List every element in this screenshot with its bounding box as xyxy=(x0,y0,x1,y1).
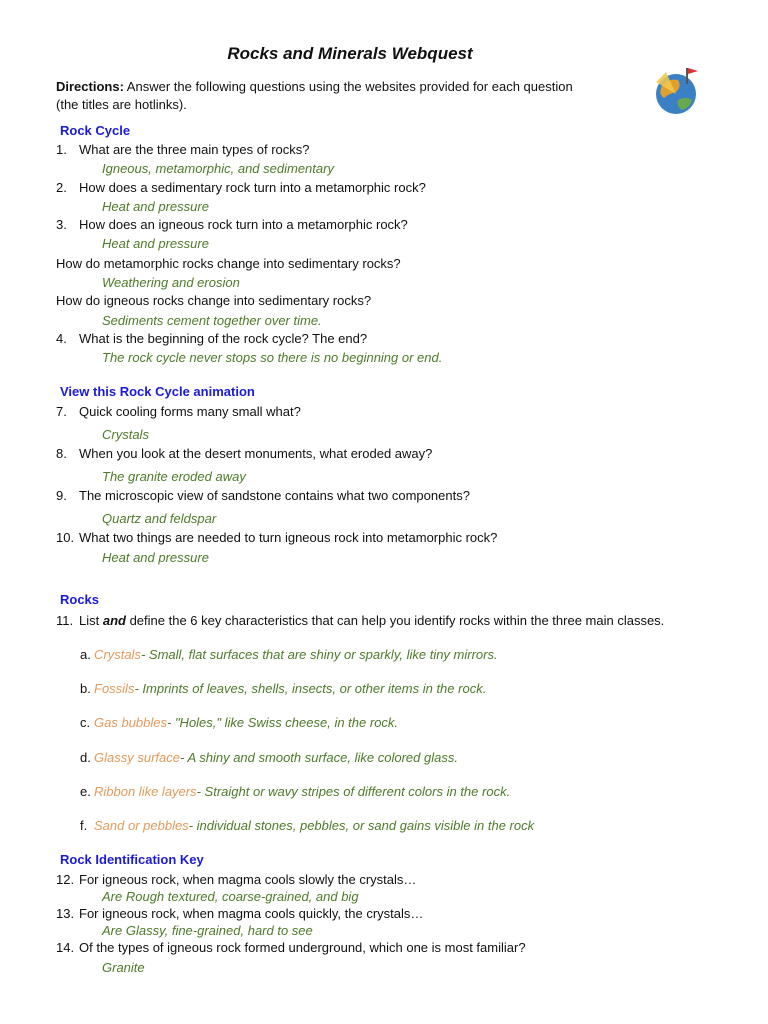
question-11: 11. List and define the 6 key characteristics that can help you identify rocks within the three main classes. xyxy=(56,613,665,628)
directions-text: Answer the following questions using the websites provided for each question xyxy=(123,79,573,94)
question-3b: How do igneous rocks change into sedimentary rocks? xyxy=(56,293,372,308)
list-item: d. Glassy surface- A shiny and smooth surface, like colored glass. xyxy=(80,750,458,765)
answer-13: Are Glassy, fine-grained, hard to see xyxy=(102,923,313,938)
answer-10: Heat and pressure xyxy=(102,550,209,565)
list-item: f. Sand or pebbles- individual stones, pebbles, or sand gains visible in the rock xyxy=(80,818,535,833)
question-3: 3. How does an igneous rock turn into a metamorphic rock? xyxy=(56,217,408,232)
answer-14: Granite xyxy=(102,960,145,975)
list-item: e. Ribbon like layers- Straight or wavy stripes of different colors in the rock. xyxy=(80,784,511,799)
answer-3a: Weathering and erosion xyxy=(102,275,240,290)
directions-text-2: (the titles are hotlinks). xyxy=(56,97,187,112)
section-rock-cycle-link[interactable]: Rock Cycle xyxy=(60,123,131,138)
question-3a: How do metamorphic rocks change into sedimentary rocks? xyxy=(56,256,401,271)
directions-label: Directions: xyxy=(56,79,124,94)
answer-9: Quartz and feldspar xyxy=(102,511,217,526)
question-10: 10. What two things are needed to turn igneous rock into metamorphic rock? xyxy=(56,530,498,545)
question-12: 12. For igneous rock, when magma cools slowly the crystals… xyxy=(56,872,417,887)
page-title: Rocks and Minerals Webquest xyxy=(227,44,473,63)
question-14: 14. Of the types of igneous rock formed underground, which one is most familiar? xyxy=(56,940,526,955)
question-8: 8. When you look at the desert monuments, what eroded away? xyxy=(56,446,433,461)
answer-2: Heat and pressure xyxy=(102,199,209,214)
list-item: a. Crystals- Small, flat surfaces that are shiny or sparkly, like tiny mirrors. xyxy=(80,647,498,662)
question-2: 2. How does a sedimentary rock turn into a metamorphic rock? xyxy=(56,180,426,195)
answer-4: The rock cycle never stops so there is no beginning or end. xyxy=(102,350,443,365)
section-id-key-link[interactable]: Rock Identification Key xyxy=(60,852,204,867)
list-item: c. Gas bubbles- "Holes," like Swiss cheese, in the rock. xyxy=(80,715,399,730)
globe-icon xyxy=(648,64,700,116)
answer-1: Igneous, metamorphic, and sedimentary xyxy=(102,161,334,176)
question-9: 9. The microscopic view of sandstone contains what two components? xyxy=(56,488,470,503)
section-rocks-link[interactable]: Rocks xyxy=(60,592,100,607)
answer-12: Are Rough textured, coarse-grained, and big xyxy=(102,889,359,904)
answer-7: Crystals xyxy=(102,427,149,442)
question-1: 1. What are the three main types of rocks? xyxy=(56,142,310,157)
list-item: b. Fossils- Imprints of leaves, shells, insects, or other items in the rock. xyxy=(80,681,487,696)
answer-3b: Sediments cement together over time. xyxy=(102,313,322,328)
section-animation-link[interactable]: View this Rock Cycle animation xyxy=(60,384,255,399)
question-4: 4. What is the beginning of the rock cycle? The end? xyxy=(56,331,368,346)
directions xyxy=(56,78,616,114)
answer-8: The granite eroded away xyxy=(102,469,246,484)
question-13: 13. For igneous rock, when magma cools quickly, the crystals… xyxy=(56,906,424,921)
answer-3: Heat and pressure xyxy=(102,236,209,251)
question-7: 7. Quick cooling forms many small what? xyxy=(56,404,301,419)
